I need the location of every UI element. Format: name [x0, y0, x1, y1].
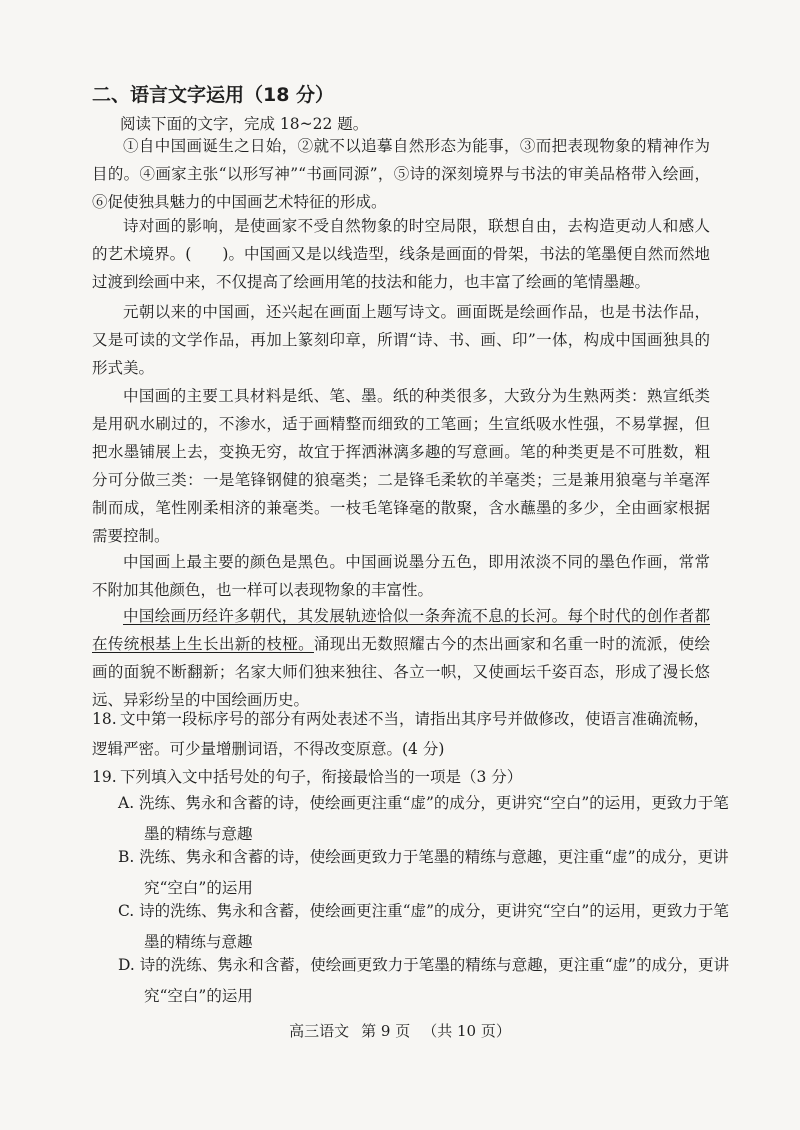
footer-page-number: 第 9 页	[361, 1022, 411, 1040]
paragraph-3: 元朝以来的中国画，还兴起在画面上题写诗文。画面既是绘画作品，也是书法作品，又是可读的文学作品，再加上篆刻印章，所谓“诗、书、画、印”一体，构成中国画独具的形式美。	[92, 303, 710, 377]
question-19-option-b: B. 洗练、隽永和含蓄的诗，使绘画更致力于笔墨的精练与意趣，更注重“虚”的成分，更讲究“空白”的运用	[118, 848, 729, 897]
page-footer	[0, 1020, 800, 1041]
reading-intro: 阅读下面的文字，完成 18~22 题。	[120, 115, 369, 133]
footer-subject: 高三语文	[289, 1022, 350, 1040]
question-19-option-c: C. 诗的洗练、隽永和含蓄，使绘画更注重“虚”的成分，更讲究“空白”的运用，更致力于笔墨的精练与意趣	[118, 902, 729, 951]
section-heading: 二、语言文字运用（18 分）	[92, 84, 335, 106]
paragraph-6-rest: 涌现出无数照耀古今的杰出画家和名重一时的流派，使绘画的面貌不断翻新；名家大师们独来独往、各立一帜，又使画坛千姿百态，形成了漫长悠远、异彩纷呈的中国绘画历史。	[92, 635, 710, 709]
footer-total-pages: （共 10 页）	[422, 1022, 511, 1040]
paragraph-5: 中国画上最主要的颜色是黑色。中国画说墨分五色，即用浓淡不同的墨色作画，常常不附加其他颜色，也一样可以表现物象的丰富性。	[92, 553, 710, 599]
paragraph-1: ①自中国画诞生之日始，②就不以追摹自然形态为能事，③而把表现物象的精神作为目的。④画家主张“以形写神”“书画同源”，⑤诗的深刻境界与书法的审美品格带入绘画，⑥促使独具魅力的中国画艺术特征的形成。	[92, 137, 710, 211]
paragraph-6	[92, 602, 710, 714]
underlined-sentence: 中国绘画历经许多朝代，其发展轨迹恰似一条奔流不息的长河。每个时代的创作者都在传统根基上生长出新的枝桠。	[92, 607, 710, 653]
paragraph-2: 诗对画的影响，是使画家不受自然物象的时空局限，联想自由，去构造更动人和感人的艺术境界。( )。中国画又是以线造型，线条是画面的骨架，书法的笔墨便自然而然地过渡到绘画中来，不仅提高了绘画用笔的技法和能力，也丰富了绘画的笔情墨趣。	[92, 217, 710, 291]
question-18-number: 18.	[92, 710, 117, 728]
question-18	[92, 704, 712, 764]
paragraph-4: 中国画的主要工具材料是纸、笔、墨。纸的种类很多，大致分为生熟两类：熟宣纸类是用矾水刷过的，不渗水，适于画精整而细致的工笔画；生宣纸吸水性强，不易掌握，但把水墨铺展上去，变换无穷，故宜于挥洒淋漓多趣的写意画。笔的种类更是不可胜数，粗分可分做三类：一是笔锋钢健的狼毫类；二是锋毛柔软的羊毫类；三是兼用狼毫与羊毫浑制而成，笔性刚柔相济的兼毫类。一枝毛笔锋毫的散聚，含水蘸墨的多少，全由画家根据需要控制。	[92, 387, 710, 545]
question-19-text: 下列填入文中括号处的句子，衔接最恰当的一项是（3 分）	[120, 768, 523, 786]
question-19-option-d: D. 诗的洗练、隽永和含蓄，使绘画更致力于笔墨的精练与意趣，更注重“虚”的成分，更讲究“空白”的运用	[118, 956, 730, 1005]
question-19-option-a: A. 洗练、隽永和含蓄的诗，使绘画更注重“虚”的成分，更讲究“空白”的运用，更致力于笔墨的精练与意趣	[118, 794, 729, 843]
question-18-text: 文中第一段标序号的部分有两处表述不当，请指出其序号并做修改，使语言准确流畅，逻辑严密。可少量增删词语，不得改变原意。(4 分)	[92, 710, 710, 758]
question-19-number: 19.	[92, 768, 117, 786]
